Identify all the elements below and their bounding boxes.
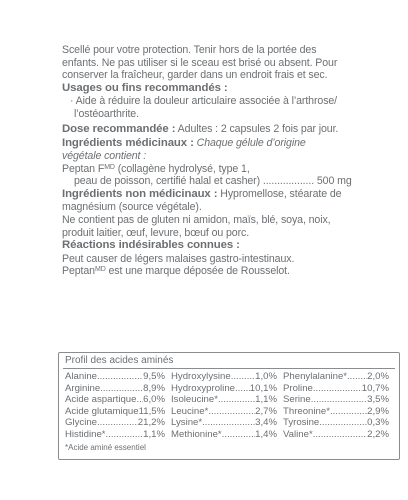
leader-dots bbox=[347, 371, 367, 383]
leader-dots bbox=[97, 371, 143, 383]
amino-acid-value: 10,1% bbox=[249, 382, 277, 394]
leader-dots bbox=[136, 394, 143, 406]
leader-dots bbox=[222, 429, 255, 441]
amino-acid-name: Phenylalanine* bbox=[283, 371, 348, 382]
trademark-line bbox=[62, 265, 398, 278]
intro-line: Scellé pour votre protection. Tenir hors de la portée des bbox=[62, 44, 317, 56]
amino-acid-name: Tyrosine bbox=[283, 417, 320, 429]
free-of-line: produit laitier, œuf, levure, bœuf ou porc. bbox=[62, 226, 250, 239]
non-medicinal-text: Hypromellose, stéarate de bbox=[217, 187, 342, 200]
peptan-line bbox=[62, 163, 398, 176]
uses-heading: Usages ou fins recommandés : bbox=[62, 81, 228, 94]
trademark-name: Peptan bbox=[62, 265, 95, 278]
amino-acid-row bbox=[283, 383, 395, 395]
amino-acid-name: Hydroxyproline bbox=[171, 382, 235, 394]
leader-dots bbox=[202, 417, 255, 429]
adverse-heading: Réactions indésirables connues : bbox=[62, 239, 240, 252]
amino-acid-name: Acide aspartique bbox=[65, 394, 137, 406]
amino-acid-row bbox=[283, 394, 395, 406]
amino-acid-divider bbox=[63, 368, 395, 369]
amino-acid-row bbox=[283, 406, 395, 418]
peptan-name: Peptan F bbox=[62, 162, 105, 175]
amino-acid-row bbox=[65, 371, 171, 383]
medicinal-line bbox=[62, 137, 398, 150]
dose-label: Dose recommandée : bbox=[62, 123, 176, 136]
amino-acid-row bbox=[283, 429, 395, 441]
intro-line: enfants. Ne pas utiliser si le sceau est brisé ou absent. Pour bbox=[62, 56, 338, 69]
amino-acid-footnote: *Acide aminé essentiel bbox=[65, 443, 146, 452]
amino-acid-name: Methionine* bbox=[171, 428, 222, 440]
amino-acid-name: Arginine bbox=[65, 382, 101, 394]
amino-acid-value: 10,7% bbox=[361, 382, 389, 394]
amino-acid-grid bbox=[65, 371, 395, 441]
trademark-sup: MD bbox=[94, 266, 106, 274]
medicinal-label: Ingrédients médicinaux : bbox=[62, 136, 194, 149]
uses-line: · Aide à réduire la douleur articulaire associée à l’arthrose/ bbox=[70, 95, 338, 108]
amino-acid-row bbox=[171, 406, 283, 418]
amino-acid-name: Lysine* bbox=[171, 417, 203, 429]
medicinal-intro-2: végétale contient : bbox=[62, 150, 147, 163]
leader-dots bbox=[311, 394, 367, 406]
leader-dots bbox=[100, 383, 143, 395]
amino-acid-row bbox=[171, 394, 283, 406]
amino-acid-value: 6,0% bbox=[143, 394, 165, 406]
amino-acid-value: 3,4% bbox=[255, 417, 277, 429]
amino-acid-value: 2,0% bbox=[367, 371, 389, 382]
amino-acid-value: 21,2% bbox=[137, 417, 165, 429]
peptan-trademark: MD bbox=[104, 163, 115, 171]
leader-dots bbox=[106, 429, 144, 441]
intro-line: conserver la fraîcheur, garder dans un endroit frais et sec. bbox=[62, 69, 328, 82]
amino-acid-name: Serine bbox=[283, 394, 311, 406]
amino-acid-name: Glycine bbox=[65, 417, 97, 429]
amino-acid-value: 0,3% bbox=[367, 417, 389, 429]
amino-acid-value: 1,0% bbox=[255, 371, 277, 382]
uses-line: l’ostéoarthrite. bbox=[74, 107, 139, 120]
amino-acid-name: Alanine bbox=[65, 371, 98, 382]
amino-acid-row bbox=[65, 417, 171, 429]
amino-acid-value: 1,1% bbox=[255, 394, 277, 406]
amino-acid-value: 9,5% bbox=[143, 371, 165, 382]
medicinal-intro: Chaque gélule d’origine bbox=[193, 136, 306, 149]
amino-acid-value: 2,2% bbox=[367, 428, 389, 440]
amino-acid-value: 11,5% bbox=[138, 405, 166, 417]
peptan-amount: peau de poisson, certifié halal et casher) .................. 500 mg bbox=[74, 175, 352, 188]
amino-acid-value: 1,4% bbox=[255, 428, 277, 440]
amino-acid-name: Valine* bbox=[283, 428, 313, 440]
amino-acid-row bbox=[65, 406, 171, 418]
amino-acid-row bbox=[283, 371, 395, 383]
amino-acid-row bbox=[65, 394, 171, 406]
non-medicinal-line-2: magnésium (source végétale). bbox=[62, 201, 202, 214]
amino-acid-value: 2,9% bbox=[367, 405, 389, 417]
amino-acid-name: Hydroxylysine bbox=[171, 371, 231, 382]
leader-dots bbox=[97, 417, 138, 429]
leader-dots bbox=[313, 383, 362, 395]
label-text-block bbox=[62, 44, 398, 278]
leader-dots bbox=[208, 406, 255, 418]
amino-acid-row bbox=[171, 417, 283, 429]
leader-dots bbox=[218, 394, 255, 406]
leader-dots bbox=[313, 429, 367, 441]
amino-acid-value: 1,1% bbox=[143, 428, 165, 440]
trademark-text: est une marque déposée de Rousselot. bbox=[105, 265, 290, 278]
leader-dots bbox=[319, 417, 367, 429]
amino-acid-name: Isoleucine* bbox=[171, 394, 218, 406]
amino-acid-row bbox=[283, 417, 395, 429]
free-of-line: Ne contient pas de gluten ni amidon, maïs, blé, soya, noix, bbox=[62, 213, 331, 226]
amino-acid-row bbox=[65, 383, 171, 395]
adverse-line: Peut causer de légers malaises gastro-intestinaux. bbox=[62, 252, 295, 265]
amino-acid-row bbox=[65, 429, 171, 441]
peptan-desc: (collagène hydrolysé, type 1, bbox=[114, 162, 250, 175]
amino-acid-name: Leucine* bbox=[171, 405, 209, 417]
amino-acid-value: 2,7% bbox=[255, 405, 277, 417]
amino-acid-name: Histidine* bbox=[65, 428, 106, 440]
non-medicinal-line bbox=[62, 188, 398, 201]
amino-acid-row bbox=[171, 371, 283, 383]
non-medicinal-label: Ingrédients non médicinaux : bbox=[62, 187, 218, 200]
dose-text: Adultes : 2 capsules 2 fois par jour. bbox=[175, 123, 339, 136]
amino-acid-value: 3,5% bbox=[367, 394, 389, 406]
amino-acid-row bbox=[171, 383, 283, 395]
amino-acid-name: Acide glutamique bbox=[65, 405, 139, 417]
amino-acid-value: 8,9% bbox=[143, 382, 165, 394]
amino-acid-name: Threonine* bbox=[283, 405, 330, 417]
leader-dots bbox=[330, 406, 367, 418]
amino-acid-row bbox=[171, 429, 283, 441]
leader-dots bbox=[231, 371, 255, 383]
dose-line bbox=[62, 123, 398, 136]
leader-dots bbox=[235, 383, 250, 395]
amino-acid-name: Proline bbox=[283, 382, 313, 394]
amino-acid-title: Profil des acides aminés bbox=[65, 355, 174, 366]
amino-acid-profile-box bbox=[58, 352, 400, 460]
